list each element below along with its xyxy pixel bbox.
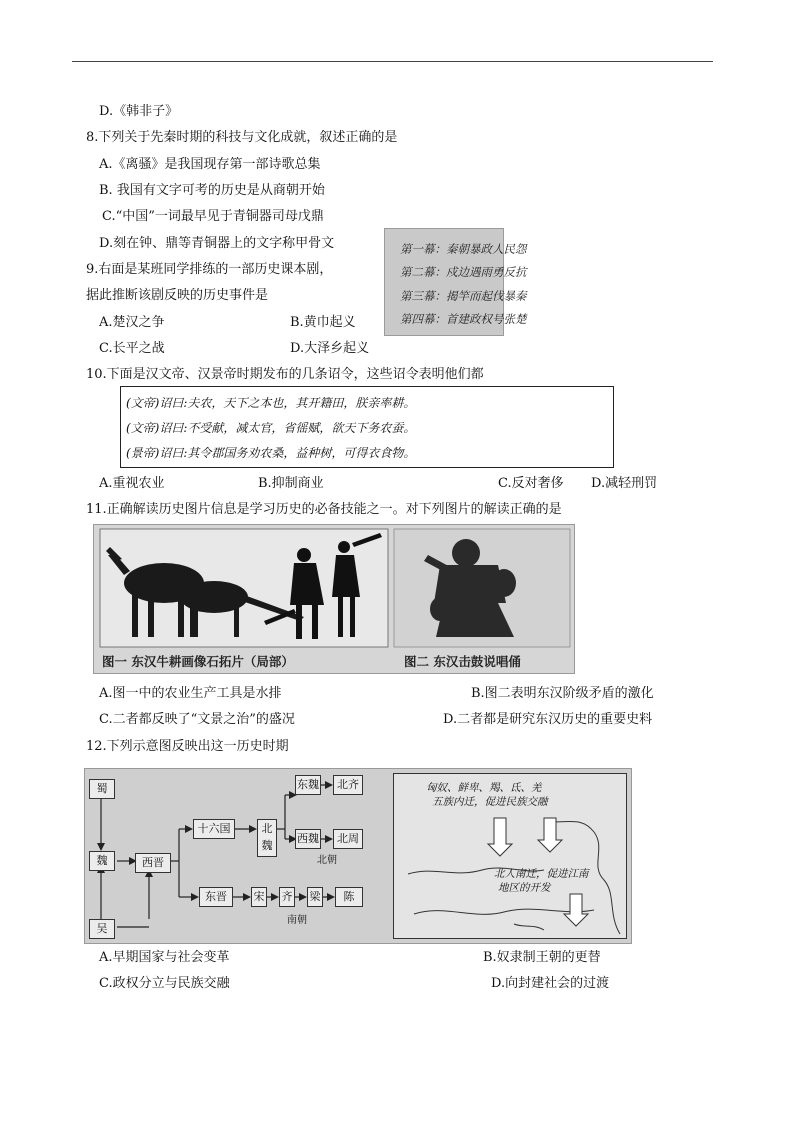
node-beizhou: 北周 (333, 829, 363, 849)
node-wu: 吴 (89, 919, 115, 939)
q11-option-b: B.图二表明东汉阶级矛盾的激化 (471, 686, 654, 701)
q12-option-d: D.向封建社会的过渡 (491, 976, 610, 991)
q11-stem: 11.正确解读历史图片信息是学习历史的必备技能之一。对下列图片的解读正确的是 (86, 502, 562, 517)
q11-pictures (93, 524, 575, 674)
node-dongjin: 东晋 (199, 887, 233, 907)
decree-2: (文帝)诏曰:不受献，减太官，省徭赋，欲天下务农蚕。 (126, 421, 416, 435)
q9-option-c: C.长平之战 (99, 341, 165, 356)
q7-option-d: D.《韩非子》 (99, 104, 179, 119)
node-beiqi: 北齐 (333, 775, 363, 795)
q9-option-b: B.黄巾起义 (290, 315, 356, 330)
figure1-caption: 图一 东汉牛耕画像石拓片（局部） (102, 654, 294, 669)
map-text-southward-2: 地区的开发 (498, 882, 551, 894)
label-beichao: 北朝 (317, 855, 337, 866)
decree-box (120, 386, 614, 468)
q9-option-a: A.楚汉之争 (99, 315, 165, 330)
play-act-1: 第一幕：秦朝暴政人民怨 (400, 242, 527, 256)
history-play-box (384, 228, 527, 336)
map-text-inmigration-2: 五族内迁，促进民族交融 (432, 796, 548, 808)
node-xijin: 西晋 (135, 853, 171, 873)
q8-option-d: D.刻在钟、鼎等青铜器上的文字称甲骨文 (99, 236, 335, 251)
decree-3: (景帝)诏曰:其令郡国务劝农桑，益种树，可得衣食物。 (126, 446, 416, 460)
node-wei: 魏 (89, 851, 115, 871)
q9-option-d: D.大泽乡起义 (290, 341, 370, 356)
header-rule (72, 61, 713, 62)
q8-option-a: A.《离骚》是我国现存第一部诗歌总集 (99, 157, 321, 172)
q12-option-c: C.政权分立与民族交融 (99, 976, 230, 991)
period-diagram (84, 768, 632, 944)
q11-option-a: A.图一中的农业生产工具是水排 (99, 686, 282, 701)
q10-option-c: C.反对奢侈 (498, 476, 564, 491)
q9-stem-line2: 据此推断该剧反映的历史事件是 (86, 288, 269, 303)
q12-option-a: A.早期国家与社会变革 (99, 950, 230, 965)
q8-option-c: C.“中国”一词最早见于青铜器司母戊鼎 (102, 209, 324, 224)
q9-stem-line1: 9.右面是某班同学排练的一部历史课本剧， (86, 262, 333, 277)
decree-1: (文帝)诏曰:夫农，天下之本也，其开籍田，朕亲率耕。 (126, 396, 416, 410)
label-nanchao: 南朝 (287, 915, 307, 926)
q12-stem: 12.下列示意图反映出这一历史时期 (86, 739, 289, 754)
node-beiwei: 北魏 (257, 819, 277, 857)
node-liang: 梁 (307, 887, 323, 907)
figure2-caption: 图二 东汉击鼓说唱俑 (404, 654, 521, 669)
q10-option-d: D.减轻刑罚 (591, 476, 658, 491)
node-song: 宋 (251, 887, 267, 907)
node-dongwei: 东魏 (295, 775, 321, 795)
q8-option-b: B. 我国有文字可考的历史是从商朝开始 (99, 183, 325, 198)
node-qi: 齐 (279, 887, 295, 907)
node-shiliuguo: 十六国 (193, 819, 235, 839)
q10-option-a: A.重视农业 (99, 476, 165, 491)
q11-option-d: D.二者都是研究东汉历史的重要史料 (443, 712, 653, 727)
node-chen: 陈 (335, 887, 363, 907)
q10-option-b: B.抑制商业 (258, 476, 324, 491)
node-xiwei: 西魏 (295, 829, 321, 849)
play-act-2: 第二幕：戍边遇雨勇反抗 (400, 265, 527, 279)
map-text-southward-1: 北人南迁，促进江南 (494, 868, 589, 880)
play-act-3: 第三幕：揭竿而起伐暴秦 (400, 289, 527, 303)
migration-map (393, 773, 627, 939)
play-act-4: 第四幕：首建政权号张楚 (400, 312, 527, 326)
map-text-inmigration-1: 匈奴、鲜卑、羯、氐、羌 (426, 782, 542, 794)
q12-option-b: B.奴隶制王朝的更替 (483, 950, 601, 965)
ox-plough-rubbing-image (94, 525, 574, 673)
q10-stem: 10.下面是汉文帝、汉景帝时期发布的几条诏令，这些诏令表明他们都 (86, 367, 484, 382)
node-shu: 蜀 (89, 779, 115, 799)
q11-option-c: C.二者都反映了“文景之治”的盛况 (99, 712, 295, 727)
q8-stem: 8.下列关于先秦时期的科技与文化成就，叙述正确的是 (86, 130, 398, 145)
